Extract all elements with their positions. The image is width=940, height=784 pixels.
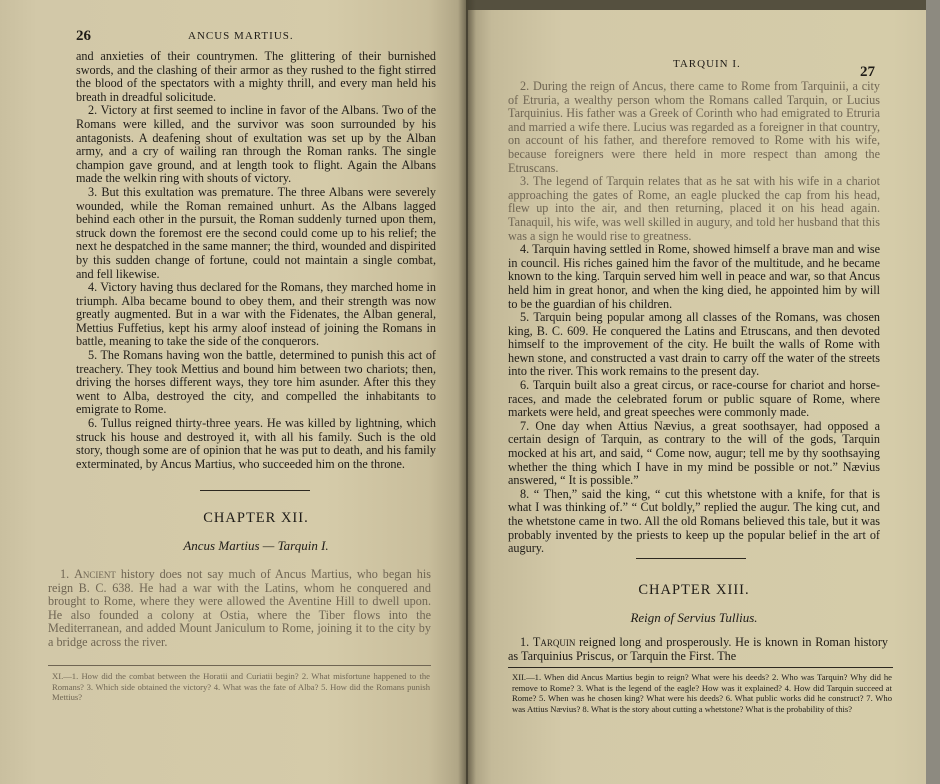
left-paragraph: 6. Tullus reigned thirty-three years. He was killed by lightning, which struck his house and destroyed it, with all his family. Such is the old story, though some are of opinion that he was put to death, and his family exterminated, by Ancus Martius, who succeeded him on the throne.	[76, 416, 436, 471]
left-running-head: ANCUS MARTIUS.	[188, 30, 294, 42]
right-footnote-rule	[508, 667, 893, 668]
right-chapter-lead: Tarquin	[532, 635, 576, 649]
right-paragraph: 3. The legend of Tarquin relates that as he sat with his wife in a chariot approaching the gates of Rome, an eagle plucked the cap from his head, flew up into the air, and then returning, placed it on his head again. Tanaquil, his wife, was well skilled in augury, and told her husband that this was a sign he would rise to greatness.	[508, 174, 880, 243]
left-page	[0, 0, 466, 784]
left-chapter-number: 1.	[60, 567, 70, 581]
right-chapter-number: 1.	[520, 635, 530, 649]
right-chapter-body: reigned long and prosperously. He is known in Roman history as Tarquinius Priscus, or Tarquin the First. The	[508, 635, 889, 663]
left-questions-text: XI.—1. How did the combat between the Horatii and Curiatii begin? 2. What misfortune happened to the Romans? 3. Which side obtained the victory? 4. What was the fate of Alba? 5. How did the Romans punish Mettius?	[52, 671, 430, 703]
right-paragraph: 2. During the reign of Ancus, there came to Rome from Tarquinii, a city of Etruria, a wealthy person whom the Romans called Tarquin, or Lucius Tarquinius. His father was a Greek of Corinth who had emigrated to Etruria and married a wife there. Lucius was regarded as a foreigner in that country, on account of his father, and therefore removed to Rome with his wife, because foreigners were there held in more respect than among the Etruscans.	[508, 79, 880, 175]
right-paragraph: 4. Tarquin having settled in Rome, showed himself a brave man and wise in council. His riches gained him the favor of the multitude, and he became known to the king. Tarquin served him well in peace and war, so that Ancus held him in great honor, and when the king died, he appointed him by will to be the guardian of his children.	[508, 242, 880, 311]
right-running-head: TARQUIN I.	[673, 58, 741, 70]
left-chapter-text	[48, 568, 431, 650]
right-paragraph: 8. “ Then,” said the king, “ cut this whetstone with a knife, for that is what I was thinking of.” “ Cut boldly,” replied the augur. The king cut, and the whetstone came in two. All the old Romans believed this tale, but it was probably invented by the priests to keep up the popular belief in the art of augury.	[508, 486, 880, 556]
book-gutter	[458, 0, 476, 784]
left-chapter-subtitle: Ancus Martius — Tarquin I.	[183, 538, 329, 553]
left-paragraph: 5. The Romans having won the battle, determined to punish this act of treachery. They took Mettius and bound him between two chariots; then, driving the horses different ways, they tore him asunder. After this they went to Alba, destroyed the city, and compelled the inhabitants to emigrate to Rome.	[76, 348, 436, 417]
right-page-number: 27	[860, 64, 875, 80]
right-chapter-paragraph	[508, 636, 888, 663]
left-body-text	[76, 50, 436, 471]
right-chapter-subtitle: Reign of Servius Tullius.	[630, 610, 758, 625]
right-body-text	[508, 80, 880, 556]
right-chapter-title: CHAPTER XIII.	[638, 582, 750, 598]
left-paragraph: 4. Victory having thus declared for the Romans, they marched home in triumph. Alba became bound to obey them, and their strength was now greatly augmented. But in a war with the Fidenates, the Alban general, Mettius Fuffetius, kept his army aloof instead of joining the Romans in battle, meaning to take the side of the conquerors.	[76, 280, 436, 349]
left-chapter-paragraph	[48, 568, 431, 650]
left-review-questions	[52, 671, 430, 703]
left-paragraph: 3. But this exultation was premature. The three Albans were severely wounded, while the Roman remained unhurt. As the Albans lagged behind each other in the pursuit, the Roman suddenly turned upon them, struck down the foremost ere the second could come up to his relief; the next he despatched in the same manner; the third, wounded and dispirited by this sudden change of fortune, could not maintain a single combat, and fell likewise.	[76, 184, 436, 281]
right-paragraph: 5. Tarquin being popular among all classes of the Romans, was chosen king, B. C. 609. He conquered the Latins and Etruscans, and then devoted himself to the improvement of the city. He built the walls of Rome with hewn stone, and constructed a vast drain to carry off the water of the streets into the river. This work remains to the present day.	[508, 310, 880, 379]
left-section-rule	[200, 490, 310, 491]
left-paragraph: 2. Victory at first seemed to incline in favor of the Albans. Two of the Romans were killed, and the survivor was soon surrounded by his antagonists. A deafening shout of exultation was set up by the Alban army, and a cry of wailing ran through the Roman ranks. The single champion gave ground, and at length took to flight. Again the Albans made the welkin ring with shouts of victory.	[76, 103, 436, 186]
right-review-questions	[512, 672, 892, 714]
left-chapter-lead: Ancient	[74, 567, 116, 581]
right-paragraph: 7. One day when Attius Nævius, a great soothsayer, had opposed a certain design of Tarquin, as contrary to the will of the gods, Tarquin mocked at his art, and said, “ Come now, augur; tell me by thy soothsaying whether the thing which I have in my mind be possible or not.” Nævius answered, “ It is possible.”	[508, 418, 880, 488]
right-questions-text: XII.—1. When did Ancus Martius begin to reign? What were his deeds? 2. Who was Tarquin? Why did he remove to Rome? 3. What is the legend of the eagle? How was it explained? 4. How did Tarquin succeed at Rome? 5. When was he chosen king? What were his deeds? 6. What public works did he construct? 7. Who was Attius Nævius? 8. What is the story about cutting a whetstone? What is the probability of this?	[512, 672, 892, 714]
right-paragraph: 6. Tarquin built also a great circus, or race-course for chariot and horse-races, and made the celebrated forum or public square of Rome, where markets were held, and great speeches were commonly made.	[508, 378, 880, 420]
left-footnote-rule	[48, 665, 431, 666]
left-chapter-title: CHAPTER XII.	[203, 510, 309, 526]
left-chapter-body: history does not say much of Ancus Martius, who began his reign B. C. 638. He had a war with the Latins, whom he conquered and brought to Rome, where they were allowed the Aventine Hill to dwell upon. He also founded a colony at Ostia, where the Tiber flows into the Mediterranean, and added Mount Janiculum to Rome, joining it to the city by a bridge across the river.	[48, 567, 432, 649]
left-page-number: 26	[76, 28, 91, 44]
right-section-rule	[636, 558, 746, 559]
right-chapter-text	[508, 636, 888, 663]
right-page	[468, 10, 940, 784]
background-edge	[926, 0, 940, 784]
left-paragraph: and anxieties of their countrymen. The glittering of their burnished swords, and the clashing of their armor as they rushed to the fight stirred the blood of the spectators with a mighty thrill, and every man held his breath in dreadful solicitude.	[76, 49, 436, 104]
